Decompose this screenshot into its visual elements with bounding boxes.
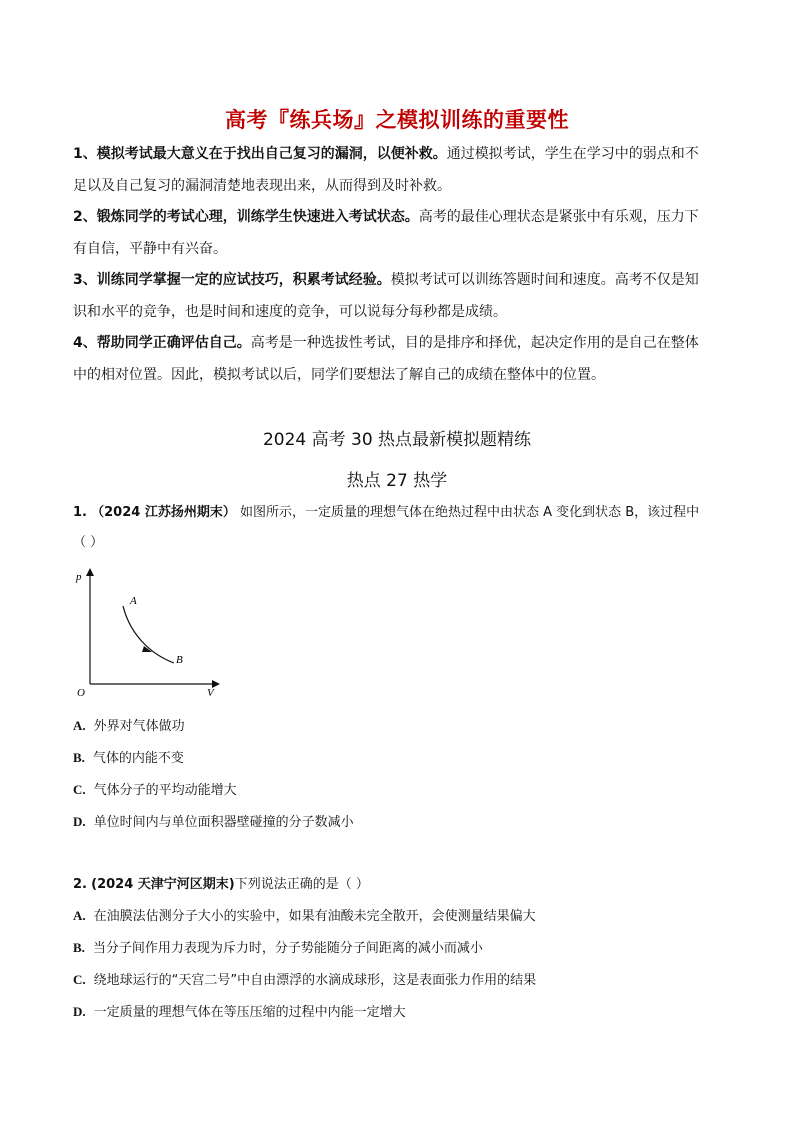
point-b-label: B	[176, 654, 183, 666]
intro-1-text: 通过模拟考试，学生在学习中的弱点和不	[446, 146, 699, 162]
q1-stem-text: 如图所示，一定质量的理想气体在绝热过程中由状态 A 变化到状态 B，该过程中	[235, 505, 700, 520]
q2-option-b-letter: B.	[73, 940, 85, 955]
intro-1-text-cont: 足以及自己复习的漏洞清楚地表现出来，从而得到及时补救。	[73, 177, 451, 194]
q1-option-a-text: 外界对气体做功	[93, 719, 185, 734]
pv-diagram	[70, 566, 230, 701]
q2-option-d	[73, 1002, 406, 1023]
q2-number: 2.	[73, 877, 87, 892]
intro-3-text: 模拟考试可以训练答题时间和速度。高考不仅是知	[390, 272, 699, 288]
origin-label: O	[77, 687, 85, 699]
q1-option-c	[73, 780, 237, 801]
section-subtitle: 热点 27 热学	[346, 471, 448, 491]
pv-diagram-svg	[70, 566, 230, 701]
q2-option-b	[73, 938, 483, 959]
intro-4-text: 高考是一种选拔性考试，目的是排序和择优，起决定作用的是自己在整体	[250, 335, 699, 351]
q1-option-d-letter: D.	[73, 814, 86, 829]
q2-option-b-text: 当分子间作用力表现为斥力时，分子势能随分子间距离的减小而减小	[92, 941, 483, 956]
q2-option-a-letter: A.	[73, 908, 86, 923]
y-axis-label: p	[76, 571, 82, 583]
section-title: 2024 高考 30 热点最新模拟题精练	[262, 430, 532, 450]
q2-option-a-text: 在油膜法估测分子大小的实验中，如果有油酸未完全散开，会使测量结果偏大	[93, 909, 536, 924]
intro-1-bold: 1、模拟考试最大意义在于找出自己复习的漏洞，以便补救。	[73, 146, 447, 162]
point-a-label: A	[130, 595, 137, 607]
intro-paragraph-1	[73, 139, 733, 202]
q1-option-c-letter: C.	[73, 782, 86, 797]
x-axis-label: V	[207, 687, 214, 699]
q2-source: (2024 天津宁河区期末)	[91, 877, 235, 892]
adiabatic-curve	[123, 606, 174, 663]
q1-option-c-text: 气体分子的平均动能增大	[93, 783, 237, 798]
q2-stem	[73, 875, 369, 895]
q1-option-a-letter: A.	[73, 718, 86, 733]
q1-option-b-letter: B.	[73, 750, 85, 765]
intro-paragraph-3	[73, 265, 733, 328]
q2-option-a	[73, 906, 536, 927]
q1-option-d-text: 单位时间内与单位面积器壁碰撞的分子数减小	[93, 815, 354, 830]
intro-4-text-cont: 中的相对位置。因此，模拟考试以后，同学们要想法了解自己的成绩在整体中的位置。	[73, 366, 605, 383]
intro-2-bold: 2、锻炼同学的考试心理，训练学生快速进入考试状态。	[73, 209, 419, 225]
intro-2-text: 高考的最佳心理状态是紧张中有乐观，压力下	[418, 209, 699, 225]
intro-3-text-cont: 识和水平的竞争，也是时间和速度的竞争，可以说每分每秒都是成绩。	[73, 303, 507, 320]
intro-2-text-cont: 有自信，平静中有兴奋。	[73, 240, 227, 257]
q2-option-c-text: 绕地球运行的“天宫二号”中自由漂浮的水滴成球形，这是表面张力作用的结果	[93, 973, 537, 988]
q2-option-d-letter: D.	[73, 1004, 86, 1019]
intro-3-bold: 3、训练同学掌握一定的应试技巧，积累考试经验。	[73, 272, 391, 288]
intro-paragraph-2	[73, 202, 733, 265]
q2-option-c-letter: C.	[73, 972, 86, 987]
q1-option-a	[73, 716, 185, 737]
q1-source: （2024 江苏扬州期末）	[91, 505, 236, 520]
intro-4-bold: 4、帮助同学正确评估自己。	[73, 335, 251, 351]
q1-option-b-text: 气体的内能不变	[92, 751, 184, 766]
q2-option-c	[73, 970, 536, 991]
q1-number: 1.	[73, 505, 87, 520]
page-title: 高考『练兵场』之模拟训练的重要性	[225, 108, 569, 132]
q1-answer-blank: （ ）	[73, 535, 104, 550]
q1-stem	[73, 503, 699, 523]
q2-option-d-text: 一定质量的理想气体在等压压缩的过程中内能一定增大	[93, 1005, 406, 1020]
intro-paragraph-4	[73, 328, 733, 391]
q1-option-d	[73, 812, 354, 833]
q1-option-b	[73, 748, 184, 769]
q2-stem-text: 下列说法正确的是（ ）	[234, 877, 369, 892]
